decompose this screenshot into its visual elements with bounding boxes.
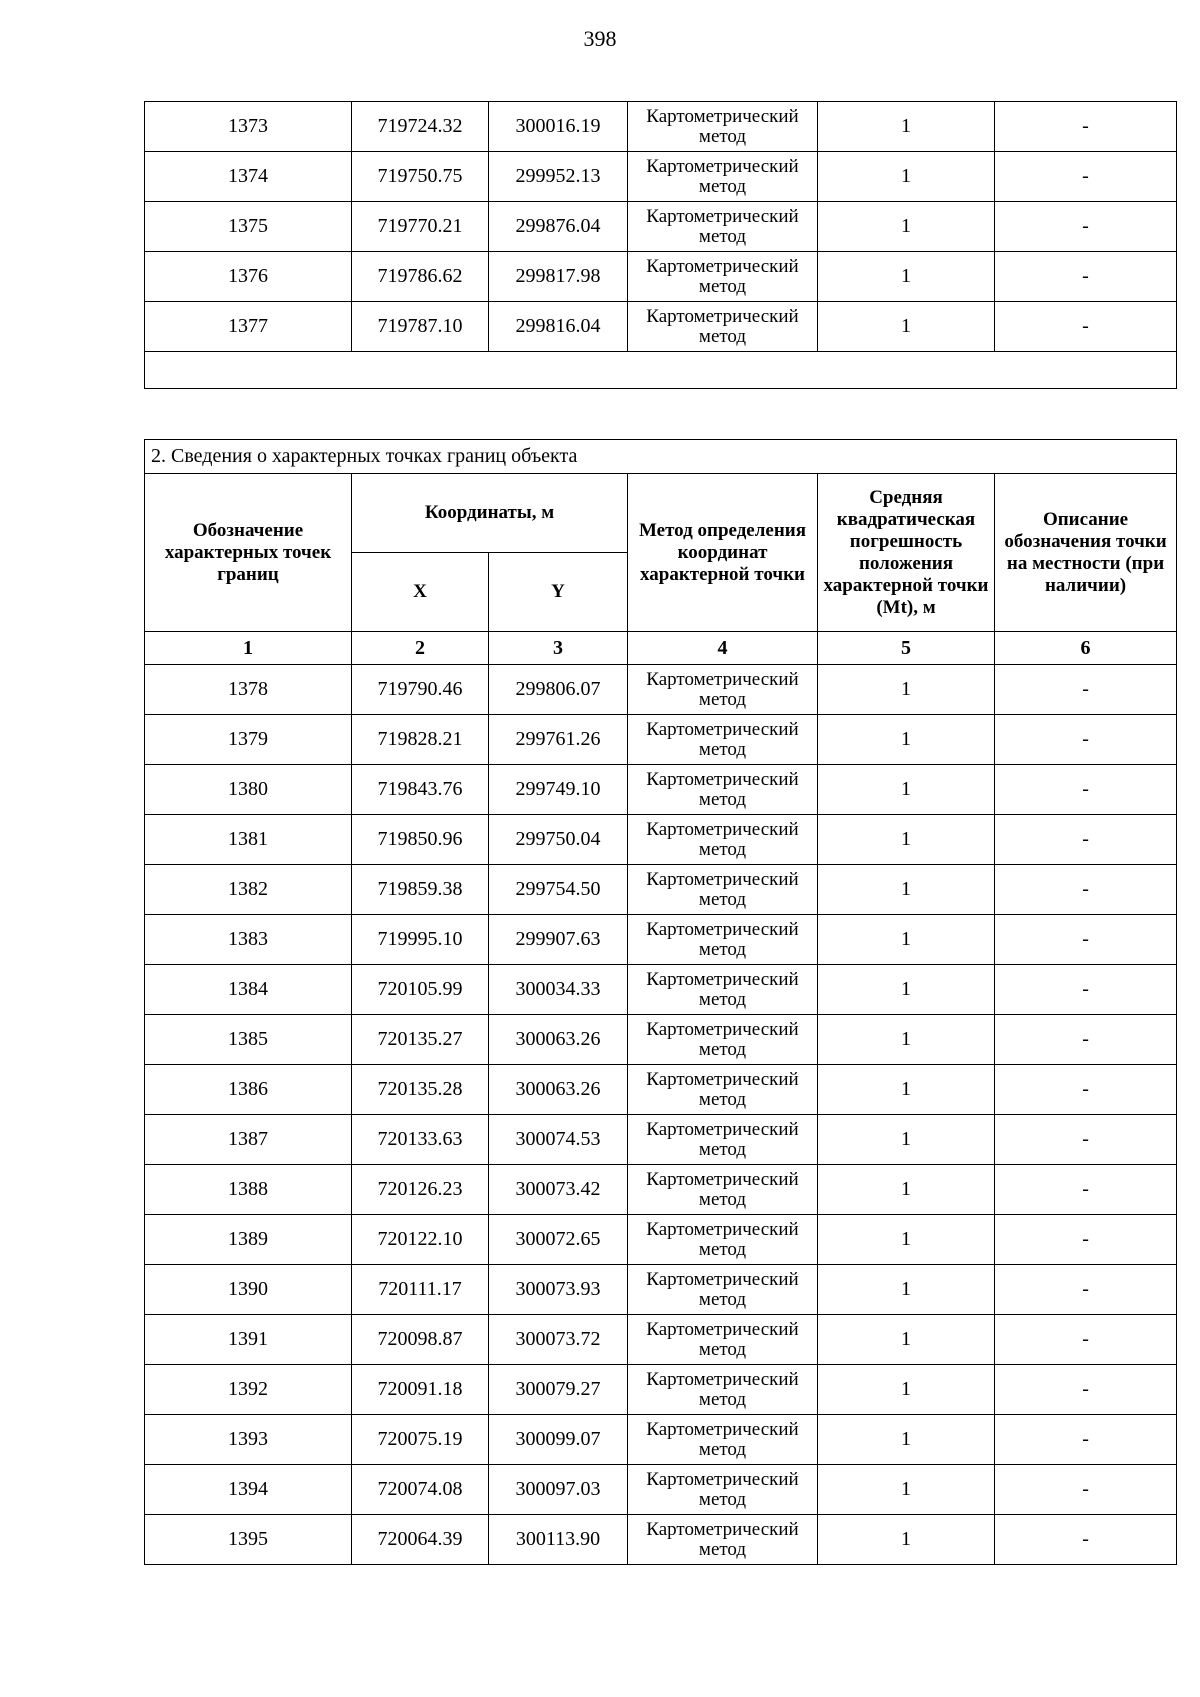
method-cell: Картометрический метод (628, 715, 818, 765)
point-id-cell: 1377 (145, 302, 352, 352)
point-id-cell: 1378 (145, 665, 352, 715)
method-cell: Картометрический метод (628, 965, 818, 1015)
description-cell: - (995, 152, 1177, 202)
section-title: 2. Сведения о характерных точках границ объекта (145, 440, 1177, 474)
point-id-cell: 1393 (145, 1415, 352, 1465)
table-row (145, 1415, 1177, 1465)
method-cell: Картометрический метод (628, 1365, 818, 1415)
method-cell: Картометрический метод (628, 915, 818, 965)
method-cell: Картометрический метод (628, 815, 818, 865)
mean-square-error-cell: 1 (818, 1065, 995, 1115)
description-cell: - (995, 915, 1177, 965)
mean-square-error-cell: 1 (818, 252, 995, 302)
mean-square-error-cell: 1 (818, 865, 995, 915)
x-coordinate-cell: 720126.23 (352, 1165, 489, 1215)
column-number: 4 (628, 632, 818, 665)
description-cell: - (995, 102, 1177, 152)
header-x: X (352, 553, 489, 632)
y-coordinate-cell: 300113.90 (489, 1515, 628, 1565)
mean-square-error-cell: 1 (818, 1015, 995, 1065)
y-coordinate-cell: 299876.04 (489, 202, 628, 252)
point-id-cell: 1386 (145, 1065, 352, 1115)
header-method: Метод определения координат характерной точки (628, 474, 818, 632)
description-cell: - (995, 302, 1177, 352)
y-coordinate-cell: 300034.33 (489, 965, 628, 1015)
method-cell: Картометрический метод (628, 202, 818, 252)
y-coordinate-cell: 300074.53 (489, 1115, 628, 1165)
y-coordinate-cell: 300097.03 (489, 1465, 628, 1515)
point-id-cell: 1382 (145, 865, 352, 915)
table-row (145, 765, 1177, 815)
description-cell: - (995, 715, 1177, 765)
mean-square-error-cell: 1 (818, 1515, 995, 1565)
description-cell: - (995, 202, 1177, 252)
point-id-cell: 1379 (145, 715, 352, 765)
x-coordinate-cell: 719828.21 (352, 715, 489, 765)
column-number: 2 (352, 632, 489, 665)
mean-square-error-cell: 1 (818, 102, 995, 152)
method-cell: Картометрический метод (628, 1465, 818, 1515)
method-cell: Картометрический метод (628, 302, 818, 352)
table-row (145, 965, 1177, 1015)
description-cell: - (995, 1465, 1177, 1515)
description-cell: - (995, 1015, 1177, 1065)
point-id-cell: 1385 (145, 1015, 352, 1065)
y-coordinate-cell: 299806.07 (489, 665, 628, 715)
table-row (145, 865, 1177, 915)
y-coordinate-cell: 300073.93 (489, 1265, 628, 1315)
y-coordinate-cell: 299907.63 (489, 915, 628, 965)
table-row (145, 1165, 1177, 1215)
method-cell: Картометрический метод (628, 865, 818, 915)
y-coordinate-cell: 300016.19 (489, 102, 628, 152)
method-cell: Картометрический метод (628, 1165, 818, 1215)
x-coordinate-cell: 719850.96 (352, 815, 489, 865)
method-cell: Картометрический метод (628, 1415, 818, 1465)
x-coordinate-cell: 720135.28 (352, 1065, 489, 1115)
y-coordinate-cell: 299817.98 (489, 252, 628, 302)
x-coordinate-cell: 719750.75 (352, 152, 489, 202)
mean-square-error-cell: 1 (818, 965, 995, 1015)
header-coordinates: Координаты, м (352, 474, 628, 553)
method-cell: Картометрический метод (628, 102, 818, 152)
y-coordinate-cell: 299754.50 (489, 865, 628, 915)
mean-square-error-cell: 1 (818, 915, 995, 965)
mean-square-error-cell: 1 (818, 1415, 995, 1465)
method-cell: Картометрический метод (628, 1065, 818, 1115)
point-id-cell: 1389 (145, 1215, 352, 1265)
description-cell: - (995, 965, 1177, 1015)
x-coordinate-cell: 719995.10 (352, 915, 489, 965)
point-id-cell: 1394 (145, 1465, 352, 1515)
x-coordinate-cell: 719843.76 (352, 765, 489, 815)
table-row (145, 152, 1177, 202)
table-row (145, 1315, 1177, 1365)
table-body (145, 102, 1177, 352)
description-cell: - (995, 865, 1177, 915)
empty-cell (145, 352, 1177, 389)
y-coordinate-cell: 299952.13 (489, 152, 628, 202)
point-id-cell: 1390 (145, 1265, 352, 1315)
table-row (145, 252, 1177, 302)
point-id-cell: 1373 (145, 102, 352, 152)
x-coordinate-cell: 719790.46 (352, 665, 489, 715)
boundary-points-table-continued (144, 101, 1177, 389)
description-cell: - (995, 1515, 1177, 1565)
x-coordinate-cell: 720075.19 (352, 1415, 489, 1465)
point-id-cell: 1376 (145, 252, 352, 302)
table-row (145, 202, 1177, 252)
x-coordinate-cell: 720111.17 (352, 1265, 489, 1315)
x-coordinate-cell: 720098.87 (352, 1315, 489, 1365)
mean-square-error-cell: 1 (818, 715, 995, 765)
point-id-cell: 1391 (145, 1315, 352, 1365)
method-cell: Картометрический метод (628, 1215, 818, 1265)
point-id-cell: 1384 (145, 965, 352, 1015)
header-mean-square-error: Средняя квадратическая погрешность положения характерной точки (Mt), м (818, 474, 995, 632)
header-point-designation: Обозначение характерных точек границ (145, 474, 352, 632)
x-coordinate-cell: 719724.32 (352, 102, 489, 152)
empty-row (145, 352, 1177, 389)
y-coordinate-cell: 300079.27 (489, 1365, 628, 1415)
table-row (145, 1465, 1177, 1515)
x-coordinate-cell: 720133.63 (352, 1115, 489, 1165)
description-cell: - (995, 1165, 1177, 1215)
point-id-cell: 1387 (145, 1115, 352, 1165)
x-coordinate-cell: 720135.27 (352, 1015, 489, 1065)
table-row (145, 815, 1177, 865)
column-number: 3 (489, 632, 628, 665)
y-coordinate-cell: 299749.10 (489, 765, 628, 815)
method-cell: Картометрический метод (628, 252, 818, 302)
mean-square-error-cell: 1 (818, 1265, 995, 1315)
description-cell: - (995, 252, 1177, 302)
y-coordinate-cell: 300073.72 (489, 1315, 628, 1365)
mean-square-error-cell: 1 (818, 1115, 995, 1165)
x-coordinate-cell: 719787.10 (352, 302, 489, 352)
y-coordinate-cell: 300063.26 (489, 1015, 628, 1065)
table-row (145, 1365, 1177, 1415)
method-cell: Картометрический метод (628, 665, 818, 715)
point-id-cell: 1395 (145, 1515, 352, 1565)
x-coordinate-cell: 720074.08 (352, 1465, 489, 1515)
description-cell: - (995, 1215, 1177, 1265)
y-coordinate-cell: 300099.07 (489, 1415, 628, 1465)
x-coordinate-cell: 720091.18 (352, 1365, 489, 1415)
point-id-cell: 1392 (145, 1365, 352, 1415)
description-cell: - (995, 765, 1177, 815)
description-cell: - (995, 1265, 1177, 1315)
description-cell: - (995, 815, 1177, 865)
point-id-cell: 1374 (145, 152, 352, 202)
description-cell: - (995, 665, 1177, 715)
mean-square-error-cell: 1 (818, 152, 995, 202)
table-row (145, 1515, 1177, 1565)
y-coordinate-cell: 299761.26 (489, 715, 628, 765)
table-row (145, 1215, 1177, 1265)
y-coordinate-cell: 299816.04 (489, 302, 628, 352)
column-number: 1 (145, 632, 352, 665)
column-number: 6 (995, 632, 1177, 665)
header-description: Описание обозначения точки на местности (при наличии) (995, 474, 1177, 632)
table-body (145, 665, 1177, 1565)
description-cell: - (995, 1415, 1177, 1465)
method-cell: Картометрический метод (628, 152, 818, 202)
y-coordinate-cell: 300073.42 (489, 1165, 628, 1215)
y-coordinate-cell: 300072.65 (489, 1215, 628, 1265)
x-coordinate-cell: 719786.62 (352, 252, 489, 302)
method-cell: Картометрический метод (628, 1115, 818, 1165)
mean-square-error-cell: 1 (818, 1315, 995, 1365)
boundary-points-table (144, 439, 1177, 1565)
x-coordinate-cell: 719770.21 (352, 202, 489, 252)
table-row (145, 665, 1177, 715)
point-id-cell: 1380 (145, 765, 352, 815)
point-id-cell: 1381 (145, 815, 352, 865)
method-cell: Картометрический метод (628, 1515, 818, 1565)
table-row (145, 715, 1177, 765)
table-row (145, 1265, 1177, 1315)
table-row (145, 1015, 1177, 1065)
point-id-cell: 1375 (145, 202, 352, 252)
mean-square-error-cell: 1 (818, 815, 995, 865)
description-cell: - (995, 1315, 1177, 1365)
mean-square-error-cell: 1 (818, 665, 995, 715)
table-row (145, 1065, 1177, 1115)
x-coordinate-cell: 720122.10 (352, 1215, 489, 1265)
table-row (145, 915, 1177, 965)
table-row (145, 1115, 1177, 1165)
mean-square-error-cell: 1 (818, 202, 995, 252)
x-coordinate-cell: 719859.38 (352, 865, 489, 915)
method-cell: Картометрический метод (628, 765, 818, 815)
method-cell: Картометрический метод (628, 1015, 818, 1065)
table-row (145, 302, 1177, 352)
method-cell: Картометрический метод (628, 1315, 818, 1365)
table-row (145, 102, 1177, 152)
x-coordinate-cell: 720064.39 (352, 1515, 489, 1565)
method-cell: Картометрический метод (628, 1265, 818, 1315)
mean-square-error-cell: 1 (818, 1165, 995, 1215)
description-cell: - (995, 1115, 1177, 1165)
mean-square-error-cell: 1 (818, 302, 995, 352)
header-y: Y (489, 553, 628, 632)
x-coordinate-cell: 720105.99 (352, 965, 489, 1015)
mean-square-error-cell: 1 (818, 1365, 995, 1415)
point-id-cell: 1383 (145, 915, 352, 965)
description-cell: - (995, 1065, 1177, 1115)
column-number: 5 (818, 632, 995, 665)
mean-square-error-cell: 1 (818, 1215, 995, 1265)
page-number: 398 (583, 26, 617, 51)
y-coordinate-cell: 300063.26 (489, 1065, 628, 1115)
mean-square-error-cell: 1 (818, 1465, 995, 1515)
mean-square-error-cell: 1 (818, 765, 995, 815)
y-coordinate-cell: 299750.04 (489, 815, 628, 865)
point-id-cell: 1388 (145, 1165, 352, 1215)
description-cell: - (995, 1365, 1177, 1415)
